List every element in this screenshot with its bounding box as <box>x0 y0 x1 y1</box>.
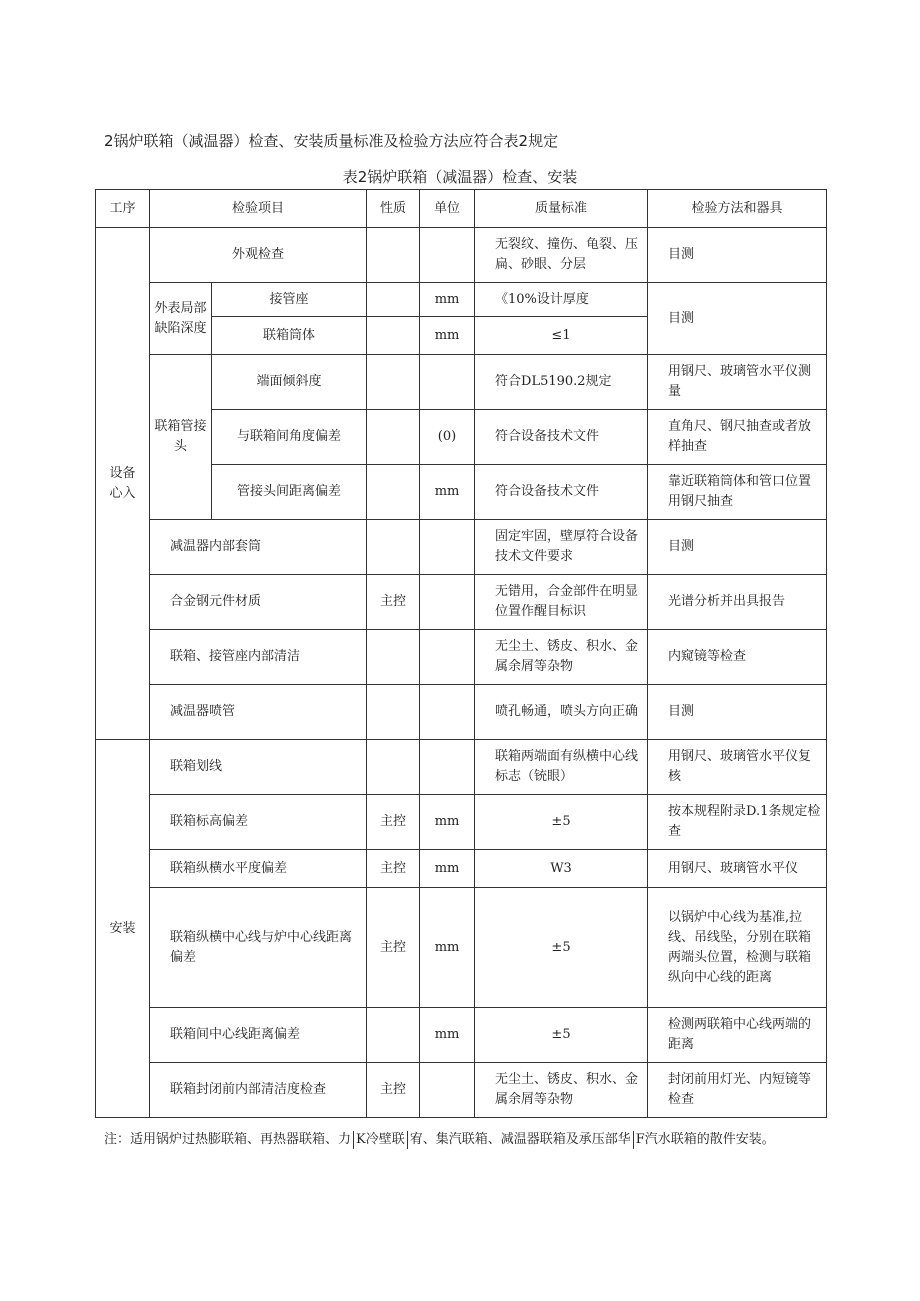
cell-method: 以锅炉中心线为基准,拉线、吊线坠，分别在联箱两端头位置，检测与联箱纵向中心线的距离 <box>648 888 827 1008</box>
cell-nature: 主控 <box>367 850 420 888</box>
cell-item: 减温器内部套筒 <box>150 520 367 575</box>
cell-item: 联箱纵横水平度偏差 <box>150 850 367 888</box>
header-standard: 质量标准 <box>475 190 648 228</box>
cell-unit: mm <box>420 465 475 520</box>
cell-nature <box>367 283 420 317</box>
cell-standard: W3 <box>475 850 648 888</box>
cell-unit <box>420 740 475 795</box>
cell-nature <box>367 740 420 795</box>
cell-item: 联箱筒体 <box>212 317 367 355</box>
table-row <box>96 283 827 317</box>
table-row <box>96 1008 827 1063</box>
cell-method: 光谱分析并出具报告 <box>648 575 827 630</box>
cell-nature: 主控 <box>367 575 420 630</box>
cell-item: 与联箱间角度偏差 <box>212 410 367 465</box>
table-row <box>96 520 827 575</box>
cell-method: 靠近联箱筒体和管口位置用钢尺抽查 <box>648 465 827 520</box>
subgroup-pipe-joint: 联箱管接头 <box>150 355 212 520</box>
cell-standard: 无错用，合金部件在明显位置作醒目标识 <box>475 575 648 630</box>
cell-nature: 主控 <box>367 795 420 850</box>
cell-standard: 符合DL5190.2规定 <box>475 355 648 410</box>
footnote-part-2: K冷壁联 <box>356 1132 405 1147</box>
cell-standard: ±5 <box>475 795 648 850</box>
header-nature: 性质 <box>367 190 420 228</box>
cell-standard: 无尘土、锈皮、积水、金属余屑等杂物 <box>475 1063 648 1118</box>
footnote-part-4: F汽水联箱的散件安装。 <box>635 1132 775 1147</box>
cell-nature <box>367 410 420 465</box>
cell-standard: 固定牢固，壁厚符合设备技术文件要求 <box>475 520 648 575</box>
cell-item: 联箱标高偏差 <box>150 795 367 850</box>
cell-nature <box>367 465 420 520</box>
cell-method: 目测 <box>648 520 827 575</box>
footnote-part-1: 注：适用锅炉过热膨联箱、再热器联箱、力 <box>104 1132 352 1147</box>
cell-standard: 联箱两端面有纵横中心线标志（铳眼） <box>475 740 648 795</box>
table-row <box>96 685 827 740</box>
cell-unit <box>420 575 475 630</box>
cell-method: 目测 <box>648 685 827 740</box>
table-row <box>96 228 827 283</box>
cell-unit <box>420 630 475 685</box>
cell-method: 按本规程附录D.1条规定检查 <box>648 795 827 850</box>
cell-nature <box>367 1008 420 1063</box>
cell-nature <box>367 520 420 575</box>
cell-item: 管接头间距离偏差 <box>212 465 367 520</box>
header-process: 工序 <box>96 190 150 228</box>
footnote <box>104 1128 824 1149</box>
cell-unit: mm <box>420 795 475 850</box>
column-divider <box>353 1131 354 1149</box>
cell-item: 端面倾斜度 <box>212 355 367 410</box>
cell-method: 目测 <box>648 283 827 355</box>
cell-method: 检测两联箱中心线两端的距离 <box>648 1008 827 1063</box>
table-row <box>96 355 827 410</box>
cell-unit <box>420 520 475 575</box>
subgroup-defect-depth: 外表局部缺陷深度 <box>150 283 212 355</box>
cell-nature <box>367 355 420 410</box>
cell-item: 联箱间中心线距离偏差 <box>150 1008 367 1063</box>
cell-method: 封闭前用灯光、内短镜等检查 <box>648 1063 827 1118</box>
cell-unit <box>420 355 475 410</box>
cell-item: 外观检查 <box>150 228 367 283</box>
cell-standard: 符合设备技术文件 <box>475 410 648 465</box>
cell-unit <box>420 685 475 740</box>
table-row <box>96 795 827 850</box>
header-method: 检验方法和器具 <box>648 190 827 228</box>
cell-item: 减温器喷管 <box>150 685 367 740</box>
cell-item: 联箱封闭前内部清洁度检查 <box>150 1063 367 1118</box>
cell-nature <box>367 630 420 685</box>
header-item: 检验项目 <box>150 190 367 228</box>
cell-method: 用钢尺、玻璃管水平仪测量 <box>648 355 827 410</box>
cell-standard: 无裂纹、撞伤、龟裂、压扁、砂眼、分层 <box>475 228 648 283</box>
cell-standard: 符合设备技术文件 <box>475 465 648 520</box>
inspection-table <box>95 189 827 1118</box>
cell-standard: ±5 <box>475 1008 648 1063</box>
cell-standard: 《10%设计厚度 <box>475 283 648 317</box>
cell-nature: 主控 <box>367 888 420 1008</box>
cell-method: 用钢尺、玻璃管水平仪 <box>648 850 827 888</box>
intro-text: 2锅炉联箱（减温器）检查、安装质量标准及检验方法应符合表2规定 <box>104 132 559 150</box>
column-divider <box>407 1131 408 1149</box>
cell-unit: mm <box>420 317 475 355</box>
header-unit: 单位 <box>420 190 475 228</box>
cell-standard: 喷孔畅通，喷头方向正确 <box>475 685 648 740</box>
table-row <box>96 1063 827 1118</box>
table-row <box>96 888 827 1008</box>
cell-unit <box>420 228 475 283</box>
cell-item: 联箱、接管座内部清洁 <box>150 630 367 685</box>
cell-method: 用钢尺、玻璃管水平仪复核 <box>648 740 827 795</box>
cell-standard: 无尘土、锈皮、积水、金属余屑等杂物 <box>475 630 648 685</box>
table-title: 表2锅炉联箱（减温器）检查、安装 <box>342 168 578 186</box>
cell-item: 联箱纵横中心线与炉中心线距离偏差 <box>150 888 367 1008</box>
cell-method: 内窥镜等检查 <box>648 630 827 685</box>
group-installation: 安装 <box>96 740 150 1118</box>
cell-unit: mm <box>420 888 475 1008</box>
table-row <box>96 575 827 630</box>
cell-unit: mm <box>420 283 475 317</box>
table-row <box>96 630 827 685</box>
cell-unit: (0) <box>420 410 475 465</box>
cell-item: 合金钢元件材质 <box>150 575 367 630</box>
cell-nature <box>367 317 420 355</box>
cell-standard: ≤1 <box>475 317 648 355</box>
header-row <box>96 190 827 228</box>
column-divider <box>633 1131 634 1149</box>
cell-item: 接管座 <box>212 283 367 317</box>
table-row <box>96 740 827 795</box>
cell-nature: 主控 <box>367 1063 420 1118</box>
cell-unit: mm <box>420 1008 475 1063</box>
cell-standard: ±5 <box>475 888 648 1008</box>
cell-nature <box>367 228 420 283</box>
footnote-part-3: 宥、集汽联箱、减温器联箱及承压部华 <box>409 1132 631 1147</box>
cell-method: 目测 <box>648 228 827 283</box>
cell-nature <box>367 685 420 740</box>
group-equipment: 设备 心入 <box>96 228 150 740</box>
cell-item: 联箱划线 <box>150 740 367 795</box>
cell-unit <box>420 1063 475 1118</box>
cell-unit: mm <box>420 850 475 888</box>
cell-method: 直角尺、钢尺抽查或者放样抽查 <box>648 410 827 465</box>
table-row <box>96 850 827 888</box>
